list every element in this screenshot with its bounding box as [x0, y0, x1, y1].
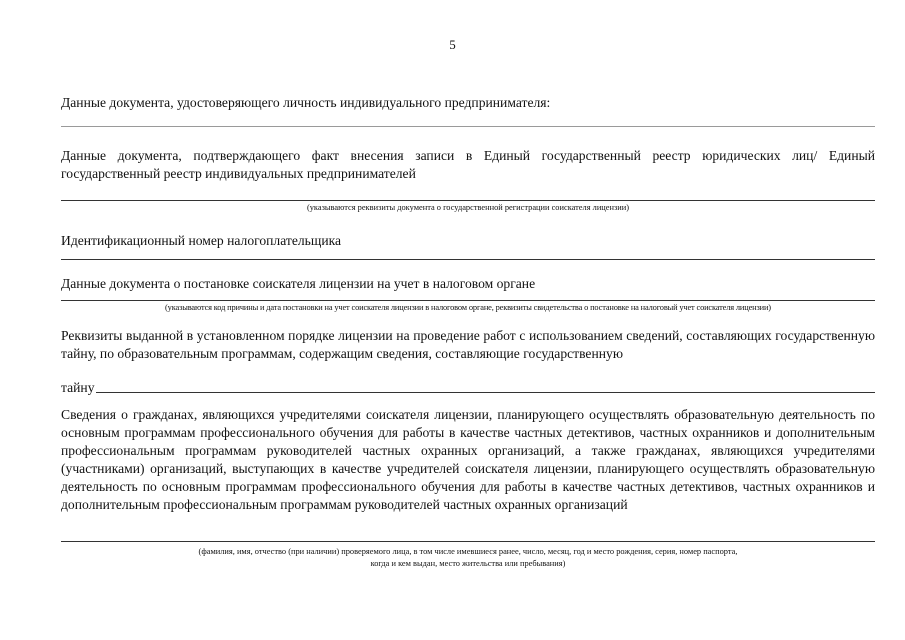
tax-registration-field-line[interactable] [61, 300, 875, 301]
tax-registration-note: (указываются код причины и дата постановки на учет соискателя лицензии в налоговом органе, реквизиты свидетельства о постановке на налоговый учет соискателя лицензии) [165, 303, 771, 312]
id-document-field-line[interactable] [61, 126, 875, 127]
founders-info-note-line2: когда и кем выдан, место жительства или пребывания) [370, 559, 566, 568]
registry-document-field-line[interactable] [61, 200, 875, 201]
tax-registration-label: Данные документа о постановке соискателя лицензии на учет в налоговом органе [61, 276, 536, 291]
state-secret-license-tail: тайну [61, 380, 95, 395]
registry-document-label: Данные документа, подтверждающего факт внесения записи в Единый государственный реестр юридических лиц/ Единый государственный реестр индивидуальных предпринимателей [61, 148, 875, 181]
id-document-label: Данные документа, удостоверяющего личность индивидуального предпринимателя: [61, 95, 551, 110]
tax-id-field-line[interactable] [61, 259, 875, 260]
state-secret-license-label: Реквизиты выданной в установленном порядке лицензии на проведение работ с использованием сведений, составляющих государственную тайну, по образовательным программам, содержащим сведения, составляющие государственную [61, 328, 875, 361]
tax-id-label: Идентификационный номер налогоплательщика [61, 233, 342, 248]
state-secret-license-field-line[interactable] [96, 392, 876, 393]
state-secret-license-tail-row [61, 379, 875, 397]
founders-info-field-line[interactable] [61, 541, 875, 542]
founders-info-note-line1: (фамилия, имя, отчество (при наличии) проверяемого лица, в том числе имевшиеся ранее, число, месяц, год и место рождения, серия, номер паспорта, [198, 547, 738, 556]
registry-document-note: (указываются реквизиты документа о государственной регистрации соискателя лицензии) [306, 203, 630, 212]
founders-info-label: Сведения о гражданах, являющихся учредителями соискателя лицензии, планирующего осуществлять образовательную деятельность по основным программам профессионального обучения для работы в качестве частных детективов, частных охранников и дополнительным профессиональным программам руководителей частных охранных организаций, а также гражданах, являющихся учредителями (участниками) организаций, выступающих в качестве учредителей соискателя лицензии, планирующего осуществлять образовательную деятельность по основным программам профессионального обучения для работы в качестве частных детективов, частных охранников и дополнительным профессиональным программам руководителей частных охранных организаций [61, 407, 875, 512]
page-number: 5 [449, 37, 456, 52]
